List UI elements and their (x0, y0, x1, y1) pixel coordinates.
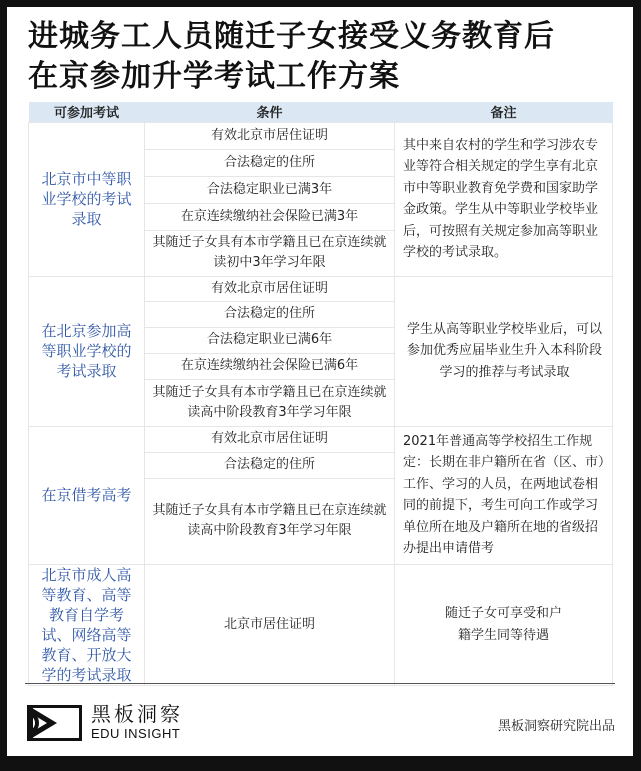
page-title (28, 17, 618, 97)
table-row (29, 426, 613, 452)
condition-cell: 合法稳定职业已满3年 (145, 176, 395, 203)
title-line-1: 进城务工人员随迁子女接受义务教育后 (28, 19, 555, 54)
condition-cell: 北京市居住证明 (145, 564, 395, 685)
logo-english-name: EDU INSIGHT (91, 726, 181, 741)
condition-cell: 有效北京市居住证明 (145, 426, 395, 452)
note-cell: 学生从高等职业学校毕业后，可以参加优秀应届毕业生升入本科阶段学习的推荐与考试录取 (395, 276, 613, 426)
condition-cell: 其随迁子女具有本市学籍且已在京连续就读初中3年学习年限 (145, 230, 395, 276)
table-row (29, 122, 613, 149)
publisher-credit: 黑板洞察研究院出品 (497, 719, 615, 734)
exam-cell: 在北京参加高等职业学校的考试录取 (29, 276, 145, 426)
condition-cell: 其随迁子女具有本市学籍且已在京连续就读高中阶段教育3年学习年限 (145, 478, 395, 564)
table-row (29, 276, 613, 301)
table-row (29, 564, 613, 685)
condition-cell: 有效北京市居住证明 (145, 276, 395, 301)
exam-cell: 北京市中等职业学校的考试录取 (29, 122, 145, 276)
condition-cell: 在京连续缴纳社会保险已满6年 (145, 353, 395, 379)
condition-cell: 有效北京市居住证明 (145, 122, 395, 149)
condition-cell: 在京连续缴纳社会保险已满3年 (145, 203, 395, 230)
logo-chinese-name: 黑板洞察 (91, 702, 183, 726)
footer-divider (25, 683, 615, 684)
header-conditions: 条件 (145, 102, 395, 122)
brand-logo (27, 703, 207, 743)
condition-cell: 合法稳定的住所 (145, 452, 395, 478)
exam-conditions-table (28, 102, 613, 686)
condition-cell: 合法稳定的住所 (145, 149, 395, 176)
infographic-page (7, 7, 633, 756)
condition-cell: 其随迁子女具有本市学籍且已在京连续就读高中阶段教育3年学习年限 (145, 379, 395, 426)
note-cell: 随迁子女可享受和户籍学生同等待遇 (395, 564, 613, 685)
exam-cell: 北京市成人高等教育、高等教育自学考试、网络高等教育、开放大学的考试录取 (29, 564, 145, 685)
header-exam: 可参加考试 (29, 102, 145, 122)
eye-frame-icon (27, 705, 82, 741)
table-header-row (29, 102, 613, 122)
note-cell: 2021年普通高等学校招生工作规定：长期在非户籍所在省（区、市）工作、学习的人员，在两地试卷相同的前提下，考生可向工作或学习单位所在地及户籍所在地的省级招办提出申请借考 (395, 426, 613, 564)
condition-cell: 合法稳定的住所 (145, 301, 395, 327)
exam-cell: 在京借考高考 (29, 426, 145, 564)
condition-cell: 合法稳定职业已满6年 (145, 327, 395, 353)
title-line-2: 在京参加升学考试工作方案 (28, 59, 400, 94)
note-cell: 其中来自农村的学生和学习涉农专业等符合相关规定的学生享有北京市中等职业教育免学费和国家助学金政策。学生从中等职业学校毕业后，可按照有关规定参加高等职业学校的考试录取。 (395, 122, 613, 276)
header-notes: 备注 (395, 102, 613, 122)
